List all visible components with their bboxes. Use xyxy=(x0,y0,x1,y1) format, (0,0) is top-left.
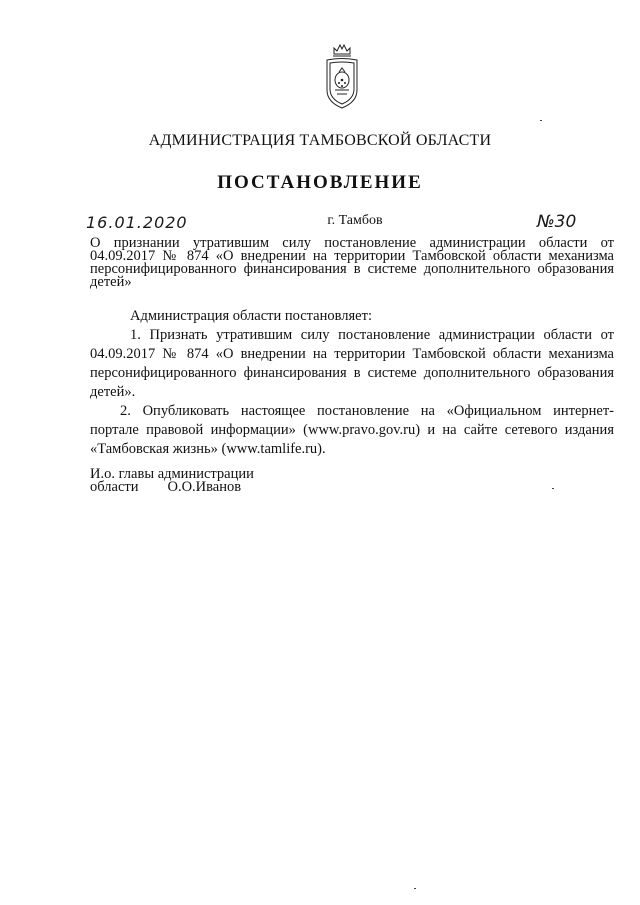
scan-speck xyxy=(414,888,416,889)
signature-block xyxy=(90,468,254,494)
scan-speck xyxy=(552,488,554,489)
tambov-coat-of-arms-icon xyxy=(320,40,364,114)
document-subject: О признании утратившим силу постановление администрации области от 04.09.2017 № 874 «О внедрении на территории Тамбовской области механизма персонифицированного финансирования в системе дополнительного образования детей» xyxy=(90,235,614,290)
document-type-title: ПОСТАНОВЛЕНИЕ xyxy=(217,172,423,193)
document-date: 16.01.2020 xyxy=(86,213,188,232)
scan-speck xyxy=(540,120,542,121)
signature-name: О.О.Иванов xyxy=(167,479,242,495)
body-intro: Администрация области постановляет: xyxy=(130,308,372,324)
document-body xyxy=(90,307,614,459)
organization-name: АДМИНИСТРАЦИЯ ТАМБОВСКОЙ ОБЛАСТИ xyxy=(148,132,492,149)
signature-role: области xyxy=(90,479,139,495)
signature-line-1: И.о. главы администрации xyxy=(90,466,254,482)
document-city: г. Тамбов xyxy=(327,213,383,228)
body-item-1: 1. Признать утратившим силу постановление администрации области от 04.09.2017 № 874 «О внедрении на территории Тамбовской области механизма персонифицированного финансирования в системе дополнительного образования детей». xyxy=(90,327,614,400)
document-number: №30 xyxy=(537,212,577,232)
signature-line-2 xyxy=(90,481,254,494)
body-item-2: 2. Опубликовать настоящее постановление на «Официальном интернет-портале правовой информации» (www.pravo.gov.ru) и на сайте сетевого издания «Тамбовская жизнь» (www.tamlife.ru). xyxy=(90,403,614,457)
